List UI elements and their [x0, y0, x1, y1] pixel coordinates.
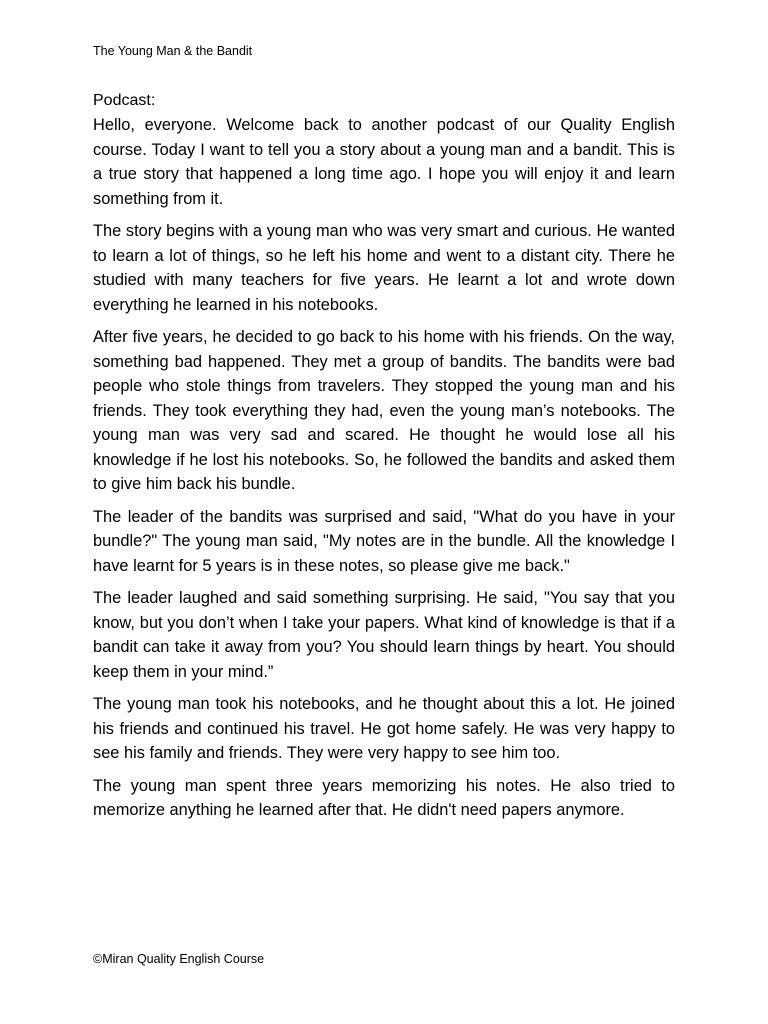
paragraph-story-begins: The story begins with a young man who was very smart and curious. He wanted to learn a lot of things, so he left his home and went to a distant city. There he studied with many teachers for five years. He learnt a lot and wrote down everything he learned in his notebooks.: [93, 222, 675, 314]
section-heading: [93, 89, 675, 113]
footer-copyright: ©Miran Quality English Course: [93, 952, 265, 966]
paragraph-leader-question: The leader of the bandits was surprised and said, "What do you have in your bundle?" The young man said, "My notes are in the bundle. All the knowledge I have learnt for 5 years is in these notes, so please give me back.": [93, 507, 675, 575]
paragraph-bandits: After five years, he decided to go back to his home with his friends. On the way, something bad happened. They met a group of bandits. The bandits were bad people who stole things from travelers. They stopped the young man and his friends. They took everything they had, even the young man’s notebooks. The young man was very sad and scared. He thought he would lose all his knowledge if he lost his notebooks. So, he followed the bandits and asked them to give him back his bundle.: [93, 328, 675, 493]
section-heading-colon: :: [150, 92, 156, 109]
section-heading-label: Podcast: [93, 92, 151, 109]
running-header: The Young Man & the Bandit: [93, 44, 253, 58]
paragraph-return-home: The young man took his notebooks, and he thought about this a lot. He joined his friends and continued his travel. He got home safely. He was very happy to see his family and friends. They were very happy to see him too.: [93, 695, 675, 762]
document-body: [93, 89, 675, 831]
paragraph-intro: Hello, everyone. Welcome back to another podcast of our Quality English course. Today I want to tell you a story about a young man and a bandit. This is a true story that happened a long time ago. I hope you will enjoy it and learn something from it.: [93, 116, 675, 208]
paragraph-leader-advice: The leader laughed and said something surprising. He said, "You say that you know, but you don’t when I take your papers. What kind of knowledge is that if a bandit can take it away from you? You should learn things by heart. You should keep them in your mind.”: [93, 589, 675, 681]
paragraph-memorizing: The young man spent three years memorizing his notes. He also tried to memorize anything he learned after that. He didn't need papers anymore.: [93, 776, 675, 819]
